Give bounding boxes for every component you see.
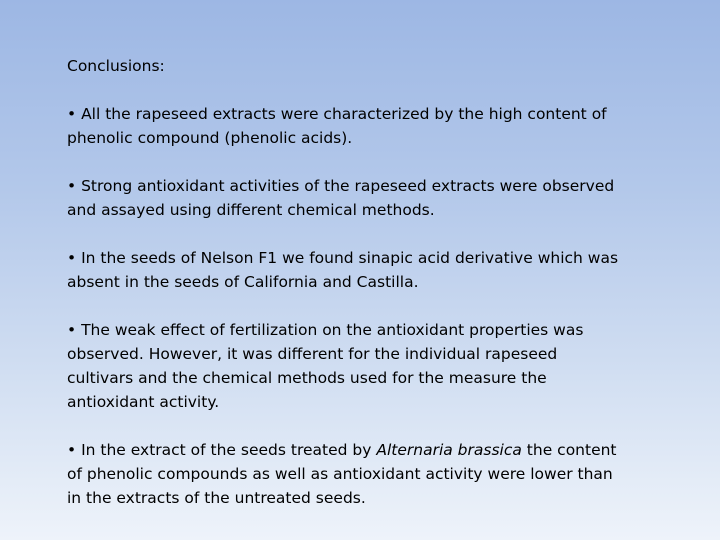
- conclusion-point-4: [67, 318, 667, 414]
- text-line: of phenolic compounds as well as antioxidant activity were lower than: [67, 465, 613, 483]
- text-line: antioxidant activity.: [67, 393, 220, 411]
- text-line: cultivars and the chemical methods used for the measure the: [67, 369, 547, 387]
- text-line: • The weak effect of fertilization on the antioxidant properties was: [67, 321, 584, 339]
- text-line: • In the seeds of Nelson F1 we found sinapic acid derivative which was: [67, 249, 619, 267]
- text-prefix: • In the extract of the seeds treated by: [67, 441, 377, 459]
- text-line: absent in the seeds of California and Castilla.: [67, 273, 419, 291]
- slide-content: [67, 54, 667, 534]
- text-line: in the extracts of the untreated seeds.: [67, 489, 366, 507]
- text-line: observed. However, it was different for the individual rapeseed: [67, 345, 558, 363]
- text-line: • Strong antioxidant activities of the rapeseed extracts were observed: [67, 177, 615, 195]
- text-line: [67, 438, 667, 462]
- text-line: • All the rapeseed extracts were characterized by the high content of: [67, 105, 607, 123]
- species-name: Alternaria brassica: [376, 441, 522, 459]
- conclusion-point-5: [67, 438, 667, 510]
- text-suffix: the content: [521, 441, 617, 459]
- conclusion-point-1: [67, 102, 667, 150]
- text-line: and assayed using different chemical methods.: [67, 201, 435, 219]
- conclusion-point-2: [67, 174, 667, 222]
- text-line: phenolic compound (phenolic acids).: [67, 129, 353, 147]
- conclusion-point-3: [67, 246, 667, 294]
- slide-title: Conclusions:: [67, 57, 165, 75]
